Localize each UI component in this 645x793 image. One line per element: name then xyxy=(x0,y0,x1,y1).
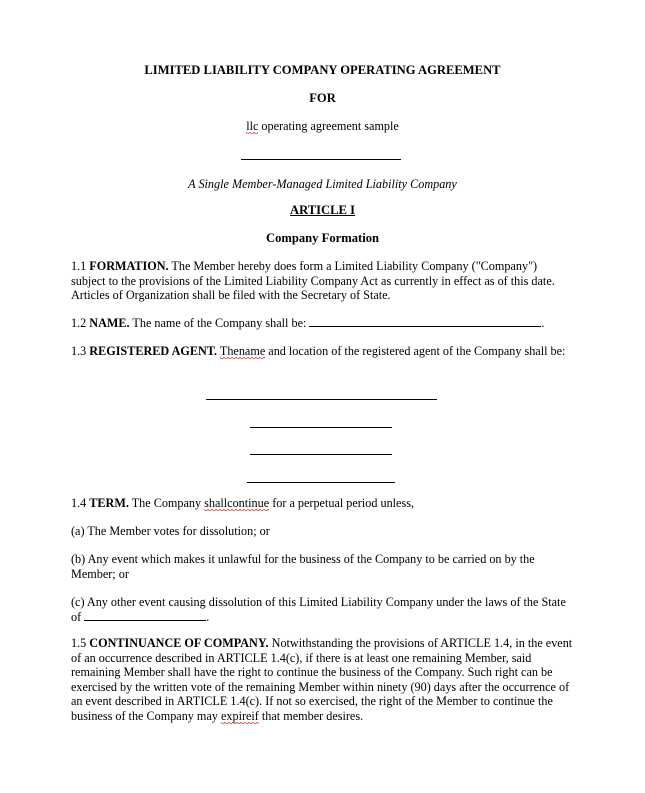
for-heading: FOR xyxy=(309,91,336,105)
state-blank xyxy=(84,610,206,621)
section-number: 1.2 xyxy=(71,316,90,330)
document-subtitle: A Single Member-Managed Limited Liability Company xyxy=(188,177,457,191)
section-text: The name of the Company shall be: xyxy=(129,316,310,330)
clause-b: (b) Any event which makes it unlawful for the business of the Company to be carried on by the Member; or xyxy=(71,552,535,581)
section-text: The Member hereby does form a Limited Liability Company ("Company") subject to the provisions of the Limited Liability Company Act as currently in effect as of this date. Articles of Organization shall be filed with the Secretary of State. xyxy=(71,259,555,303)
section-text: for a perpetual period unless, xyxy=(269,496,414,510)
article-subheading: Company Formation xyxy=(266,231,379,245)
section-1-3 xyxy=(71,344,573,359)
clause-end: . xyxy=(206,609,210,624)
section-1-5 xyxy=(71,636,573,724)
section-1-2 xyxy=(71,316,573,331)
sample-text: operating agreement sample xyxy=(258,119,399,133)
section-number: 1.5 xyxy=(71,636,90,650)
agent-blank-2 xyxy=(250,427,392,428)
section-end: that member desires. xyxy=(258,708,364,723)
section-text: The Company xyxy=(128,496,205,510)
agent-blank-4 xyxy=(247,482,395,483)
article-heading: ARTICLE I xyxy=(290,203,355,217)
spelling-flag: shallcontinue xyxy=(204,496,270,510)
spelling-flag: llc xyxy=(246,119,259,133)
section-heading: CONTINUANCE OF COMPANY. xyxy=(89,636,269,650)
section-heading: REGISTERED AGENT. xyxy=(89,344,218,358)
spelling-flag: Thename xyxy=(219,344,266,358)
document-title: LIMITED LIABILITY COMPANY OPERATING AGREEMENT xyxy=(144,63,501,77)
clause-text: (c) Any other event causing dissolution of this Limited Liability Company under the laws of the State of xyxy=(71,595,566,624)
section-text: and location of the registered agent of the Company shall be: xyxy=(265,344,566,358)
agent-blank-1 xyxy=(206,399,437,400)
spelling-flag: expireif xyxy=(220,708,259,723)
clause-c xyxy=(71,595,573,624)
section-heading: TERM. xyxy=(89,496,129,510)
name-blank xyxy=(309,316,541,327)
agent-blank-3 xyxy=(250,454,392,455)
section-number: 1.3 xyxy=(71,344,90,358)
section-heading: NAME. xyxy=(89,316,130,330)
company-name-blank xyxy=(241,159,401,160)
section-text: Notwithstanding the provisions of ARTICLE 1.4, in the event of an occurrence described in ARTICLE 1.4(c), if there is at least one remaining Member, said remaining Member shall have the right to continue the business of the Company. Such right can be exercised by the written vote of the remaining Member within ninety (90) days after the occurrence of an event described in ARTICLE 1.4(c). If not so exercised, the right of the Member to continue the business of the Company may xyxy=(71,636,573,723)
section-number: 1.1 xyxy=(71,259,90,273)
section-1-4 xyxy=(71,496,573,511)
section-end: . xyxy=(541,316,545,330)
clause-a: (a) The Member votes for dissolution; or xyxy=(71,524,270,538)
section-1-1 xyxy=(71,259,573,303)
section-heading: FORMATION. xyxy=(89,259,169,273)
sample-line xyxy=(0,119,645,134)
section-number: 1.4 xyxy=(71,496,90,510)
